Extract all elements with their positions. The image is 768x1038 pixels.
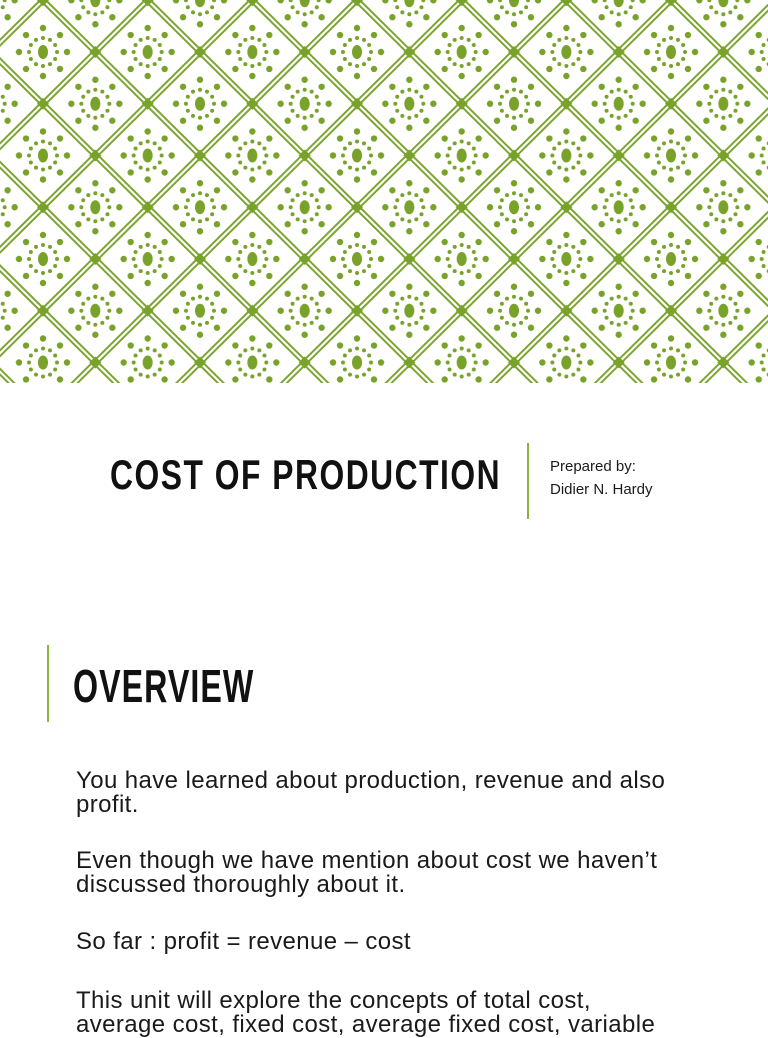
title-divider-line (527, 443, 529, 519)
overview-paragraph-2 (76, 849, 736, 897)
overview-paragraph-3 (76, 930, 736, 954)
paragraph-line: Even though we have mention about cost we haven’t (76, 847, 658, 874)
paragraph-line: average cost, fixed cost, average fixed cost, variable (76, 1011, 656, 1038)
overview-paragraph-1 (76, 769, 736, 817)
heading-accent-line (47, 645, 49, 722)
paragraph-line: This unit will explore the concepts of total cost, (76, 987, 591, 1014)
overview-heading: OVERVIEW (73, 660, 255, 712)
overview-paragraph-4 (76, 987, 736, 1038)
prepared-by-label: Prepared by: (550, 458, 636, 475)
paragraph-line: So far : profit = revenue – cost (76, 928, 411, 955)
paragraph-line: You have learned about production, revenue and also (76, 767, 666, 794)
paragraph-line: profit. (76, 791, 139, 818)
slide-title: COST OF PRODUCTION (110, 451, 502, 498)
header-pattern-image (0, 0, 768, 383)
author-name: Didier N. Hardy (550, 481, 653, 498)
paragraph-line: discussed thoroughly about it. (76, 871, 406, 898)
